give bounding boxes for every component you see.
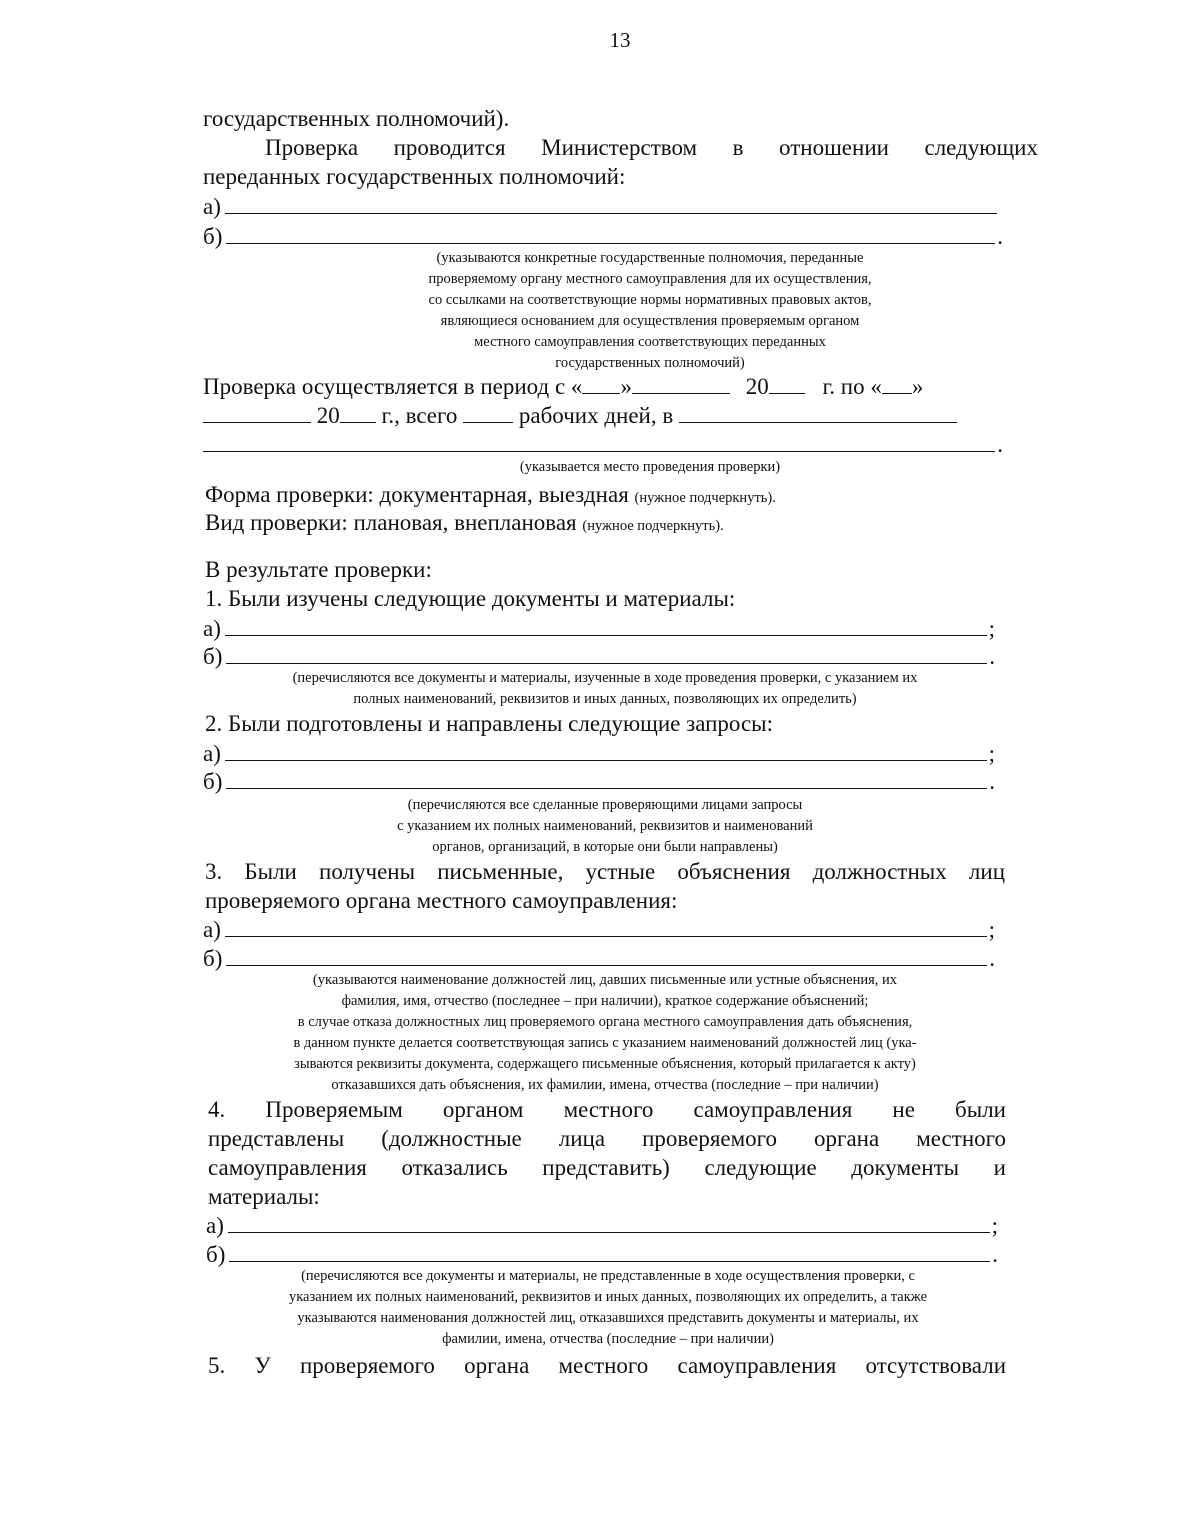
note-line: зываются реквизиты документа, содержащего письменные объяснения, который прилагается к акту)	[294, 1056, 916, 1072]
period-start-text: Проверка осуществляется в период с «	[203, 374, 583, 399]
note-line: в случае отказа должностных лиц проверяемого органа местного самоуправления дать объяснения,	[297, 1014, 913, 1030]
kind-line	[205, 508, 724, 541]
year-prefix-2: 20	[316, 403, 340, 428]
note-line: фамилии, имена, отчества (последние – при наличии)	[442, 1331, 774, 1347]
note-line: (перечисляются все сделанные проверяющими лицами запросы	[407, 797, 803, 813]
note-line: (перечисляются все документы и материалы, не представленные в ходе осуществления проверки, с	[301, 1268, 915, 1284]
s3-line2: проверяемого органа местного самоуправления:	[205, 888, 678, 913]
blank-row-s4a	[206, 1211, 998, 1241]
fill-line[interactable]	[225, 916, 987, 937]
label-a: а)	[206, 1213, 224, 1238]
s3-line1: 3. Были получены письменные, устные объяснения должностных лиц	[205, 859, 1005, 884]
blank-row-s2b	[203, 767, 995, 797]
note-line: указываются наименования должностей лиц, отказавшихся представить документы и материалы, их	[297, 1310, 919, 1326]
p1-line3: переданных государственных полномочий:	[203, 164, 626, 189]
place-row	[203, 430, 1003, 460]
label-a: а)	[203, 194, 221, 219]
month-blank[interactable]	[632, 375, 730, 394]
fill-line[interactable]	[229, 1241, 990, 1262]
fill-line[interactable]	[225, 615, 987, 636]
end-dot: .	[989, 769, 995, 794]
blank-row-s2a	[203, 739, 995, 769]
note-line: полных наименований, реквизитов и иных данных, позволяющих их определить)	[353, 691, 857, 707]
note-line: в данном пункте делается соответствующая запись с указанием наименований должностей лиц (ука-	[293, 1035, 917, 1051]
note-3	[205, 668, 1005, 710]
note-5	[200, 970, 1010, 1096]
days-text: рабочих дней, в	[518, 403, 674, 428]
label-b: б)	[203, 644, 223, 669]
form-hint: (нужное подчеркнуть).	[634, 490, 776, 506]
vsego-text: г., всего	[381, 403, 458, 428]
label-a: а)	[203, 616, 221, 641]
note-line: являющиеся основанием для осуществления проверяемым органом	[440, 313, 860, 329]
note-line: местного самоуправления соответствующих переданных	[474, 334, 826, 350]
note-line: (указываются наименование должностей лиц, давших письменные или устные объяснения, их	[312, 972, 898, 988]
quote-close-2: »	[911, 374, 924, 399]
g-po-text: г. по «	[822, 374, 882, 399]
fill-line[interactable]	[203, 431, 995, 452]
s5-line1: 5. У проверяемого органа местного самоуправления отсутствовали	[208, 1353, 1006, 1378]
page-number: 13	[609, 28, 631, 52]
kind-text: Вид проверки: плановая, внеплановая	[205, 510, 577, 535]
note-line: (указываются конкретные государственные полномочия, переданные	[436, 250, 864, 266]
s2-title: 2. Были подготовлены и направлены следующие запросы:	[205, 711, 774, 736]
label-b: б)	[203, 224, 223, 249]
end-dot: .	[989, 644, 995, 669]
note-4	[205, 795, 1005, 858]
note-line: со ссылками на соответствующие нормы нормативных правовых актов,	[428, 292, 872, 308]
end-dot: .	[997, 224, 1003, 249]
fill-line[interactable]	[228, 1212, 990, 1233]
place-blank[interactable]	[679, 404, 957, 423]
note-line: государственных полномочий)	[555, 355, 745, 371]
fill-line[interactable]	[226, 223, 995, 244]
note-2: (указывается место проведения проверки)	[519, 459, 781, 475]
fill-line[interactable]	[226, 945, 987, 966]
note-line: проверяемому органу местного самоуправления для их осуществления,	[428, 271, 872, 287]
note-line: отказавшихся дать объяснения, их фамилии, имена, отчества (последние – при наличии)	[331, 1077, 879, 1093]
s4-line1: 4. Проверяемым органом местного самоуправления не были	[208, 1097, 1006, 1122]
label-b: б)	[206, 1242, 226, 1267]
blank-row-s3a	[203, 915, 995, 945]
end-dot: .	[997, 432, 1003, 457]
fill-line[interactable]	[226, 643, 987, 664]
end-dot: .	[989, 946, 995, 971]
note-6	[203, 1266, 1013, 1350]
p1-line1: государственных полномочий).	[203, 106, 510, 131]
end-semicolon: ;	[988, 741, 995, 766]
blank-row-s1a	[203, 614, 995, 644]
label-a: а)	[203, 917, 221, 942]
p1-line2: Проверка проводится Министерством в отношении следующих	[265, 135, 1038, 160]
fill-line[interactable]	[225, 740, 987, 761]
day-blank[interactable]	[582, 375, 620, 394]
quote-close: »	[620, 374, 632, 399]
note-line: с указанием их полных наименований, реквизитов и наименований	[397, 818, 813, 834]
fill-line[interactable]	[226, 768, 987, 789]
end-semicolon: ;	[991, 1213, 998, 1238]
note-line: (перечисляются все документы и материалы, изученные в ходе проведения проверки, с указанием их	[292, 670, 918, 686]
s4-line2: представлены (должностные лица проверяемого органа местного	[208, 1126, 1006, 1151]
note-line: указанием их полных наименований, реквизитов и иных данных, позволяющих их определить, а также	[288, 1289, 928, 1305]
year-blank[interactable]	[769, 375, 805, 394]
label-b: б)	[203, 946, 223, 971]
result-heading: В результате проверки:	[205, 557, 432, 582]
form-text: Форма проверки: документарная, выездная	[205, 482, 629, 507]
end-semicolon: ;	[988, 616, 995, 641]
kind-hint: (нужное подчеркнуть).	[582, 518, 724, 534]
day-blank-2[interactable]	[882, 375, 912, 394]
end-dot: .	[992, 1242, 998, 1267]
note-line: фамилия, имя, отчество (последнее – при наличии), краткое содержание объяснений;	[341, 993, 869, 1009]
label-a: а)	[203, 741, 221, 766]
days-blank[interactable]	[463, 404, 513, 423]
blank-row-1a	[203, 192, 999, 222]
s1-title: 1. Были изучены следующие документы и материалы:	[205, 586, 736, 611]
s4-line3: самоуправления отказались представить) следующие документы и	[208, 1155, 1006, 1180]
fill-line[interactable]	[225, 193, 997, 214]
month-blank-2[interactable]	[203, 404, 311, 423]
s4-line4: материалы:	[208, 1184, 320, 1209]
period-line-2	[203, 401, 1003, 431]
end-semicolon: ;	[988, 917, 995, 942]
period-line-1	[203, 372, 1043, 402]
year-blank-2[interactable]	[340, 404, 376, 423]
note-1	[250, 248, 1050, 374]
year-prefix: 20	[745, 374, 769, 399]
label-b: б)	[203, 769, 223, 794]
note-line: органов, организаций, в которые они были направлены)	[432, 839, 778, 855]
